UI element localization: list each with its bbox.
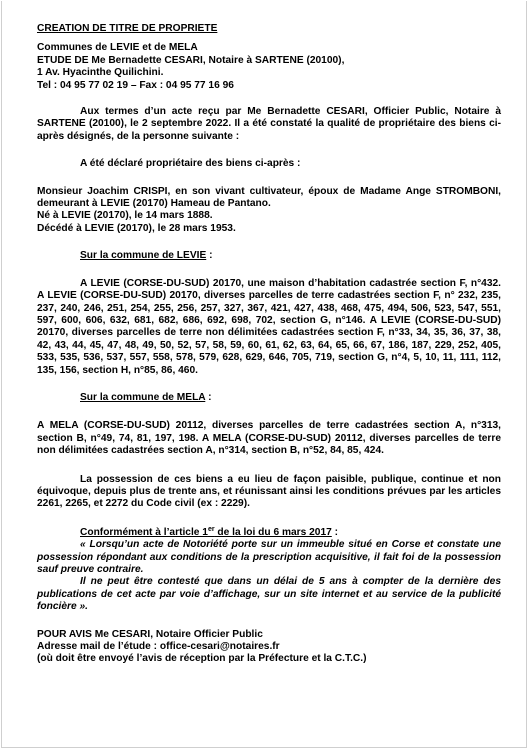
quote-paragraph-1: « Lorsqu’un acte de Notoriété porte sur un immeuble situé en Corse et constate une possession répondant aux conditions de la prescription acquisitive, il fait foi de la possession sauf preuve contraire. [37, 539, 501, 575]
levie-heading-line [37, 250, 501, 262]
owner-block [37, 186, 501, 236]
header-phone: Tel : 04 95 77 02 19 – Fax : 04 95 77 16 96 [37, 79, 234, 91]
possession-paragraph: La possession de ces biens a eu lieu de façon paisible, publique, continue et non équivoque, depuis plus de trente ans, et réunissant ainsi les conditions prévues par les articles 2261, 2265, et 2272 du Code civil (ex : 2229). [37, 473, 501, 510]
conforme-text-a: Conformément à l’article 1 [80, 526, 208, 538]
conforme-colon: : [331, 526, 339, 538]
levie-heading-colon: : [206, 250, 213, 262]
footer-email: Adresse mail de l’étude : office-cesari@notaires.fr [37, 641, 280, 653]
header-communes: Communes de LEVIE et de MELA [37, 42, 198, 54]
owner-birth: Né à LEVIE (20170), le 14 mars 1888. [37, 210, 213, 222]
declared-owner-line: A été déclaré propriétaire des biens ci-après : [80, 158, 301, 170]
levie-heading: Sur la commune de LEVIE [80, 250, 207, 262]
conforme-heading [80, 527, 332, 538]
conforme-heading-line [37, 527, 501, 539]
footer-block [37, 629, 501, 666]
legal-notice [37, 4, 501, 666]
mela-heading-colon: : [205, 391, 212, 403]
conforme-sup: er [207, 525, 215, 533]
footer-note: (où doit être envoyé l’avis de réception par la Préfecture et la C.T.C.) [37, 653, 367, 665]
notary-header [37, 42, 501, 92]
mela-parcels: A MELA (CORSE-DU-SUD) 20112, diverses parcelles de terre cadastrées section A, n°313, section B, n°49, 74, 81, 197, 198. A MELA (CORSE-DU-SUD) 20112, diverses parcelles de terre non délimitées cadastrées section A, n°314, section B, n°52, 84, 85, 424. [37, 420, 501, 457]
header-address: 1 Av. Hyacinthe Quilichini. [37, 67, 164, 79]
quote-paragraph-2: Il ne peut être contesté que dans un délai de 5 ans à compter de la dernière des publications de cet acte par voie d’affichage, sur un site internet et au service de la publicité foncière ». [37, 576, 501, 613]
footer-pour-avis: POUR AVIS Me CESARI, Notaire Officier Public [37, 628, 263, 640]
intro-paragraph: Aux termes d’un acte reçu par Me Bernadette CESARI, Officier Public, Notaire à SARTENE (20100), le 2 septembre 2022. Il a été constaté la qualité de propriétaire des biens ci-après désignés, de la personne suivante : [37, 106, 501, 142]
mela-heading-line [37, 392, 501, 404]
notice-title: CREATION DE TITRE DE PROPRIETE [37, 23, 218, 34]
levie-parcels: A LEVIE (CORSE-DU-SUD) 20170, une maison d’habitation cadastrée section F, n°432. A LEVIE (CORSE-DU-SUD) 20170, diverses parcelles de terre cadastrées section F, n° 232, 235, 237, 240, 246, 251, 254, 255, 256, 257, 327, 367, 421, 427, 438, 468, 475, 494, 506, 523, 547, 551, 597, 600, 606, 632, 681, 682, 686, 692, 698, 702, section G, n°146. A LEVIE (CORSE-DU-SUD) 20170, diverses parcelles de terre non délimitées cadastrées section F, n°33, 34, 35, 36, 37, 38, 42, 43, 44, 45, 47, 48, 49, 50, 52, 57, 58, 59, 60, 61, 62, 63, 64, 65, 66, 67, 186, 187, 229, 252, 405, 533, 535, 536, 537, 557, 558, 578, 579, 628, 629, 646, 705, 719, section G, n°4, 5, 10, 11, 111, 112, 135, 156, section H, n°85, 86, 460. [37, 277, 501, 376]
mela-heading: Sur la commune de MELA [80, 391, 206, 403]
owner-death: Décédé à LEVIE (20170), le 28 mars 1953. [37, 222, 236, 234]
conforme-text-b: de la loi du 6 mars 2017 [214, 526, 332, 538]
owner-description: Monsieur Joachim CRISPI, en son vivant cultivateur, époux de Madame Ange STROMBONI, demeurant à LEVIE (20170) Hameau de Pantano. [37, 185, 501, 210]
header-etude: ETUDE DE Me Bernadette CESARI, Notaire à SARTENE (20100), [37, 54, 345, 66]
